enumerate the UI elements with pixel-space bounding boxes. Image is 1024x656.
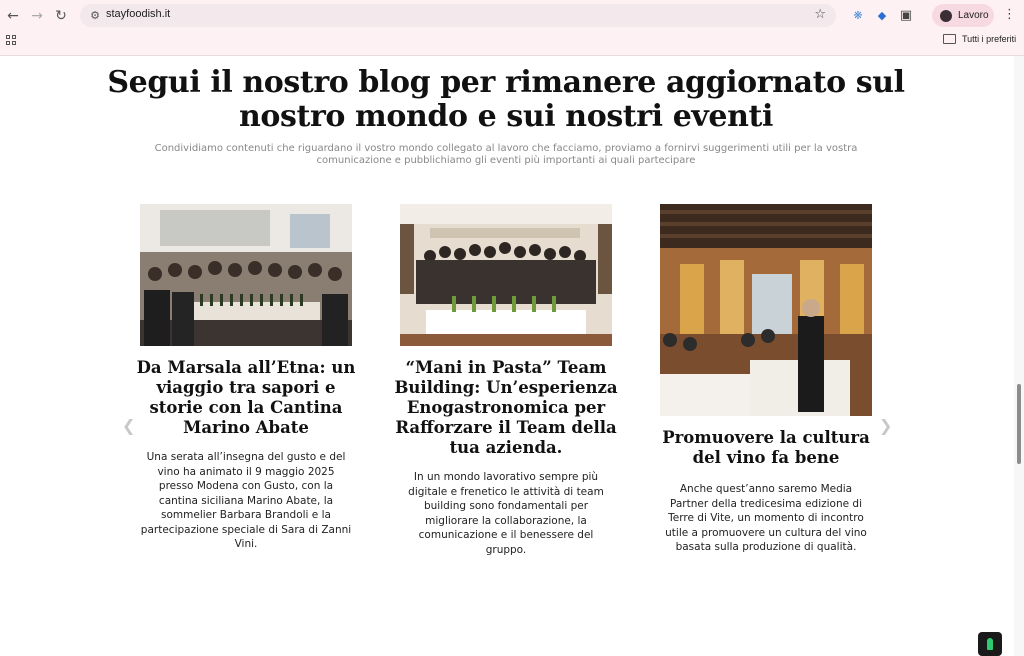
section-title: Segui il nostro blog per rimanere aggiornato sul nostro mondo e sui nostri eventi: [107, 65, 905, 134]
scrollbar-thumb[interactable]: [1017, 384, 1021, 464]
page-content: [0, 56, 1014, 656]
scrollbar[interactable]: [1014, 56, 1024, 656]
post-excerpt: Una serata all’insegna del gusto e del vino ha animato il 9 maggio 2025 presso Modena con Gusto, con la cantina siciliana Marino Abate, la sommelier Barbara Brandoli e la partecipazione speciale di Sara di Zanni Vini.: [140, 451, 352, 550]
site-settings-icon[interactable]: ⚙: [90, 8, 100, 22]
address-bar[interactable]: [80, 4, 836, 27]
apps-grid-icon[interactable]: [6, 35, 16, 45]
profile-label: Lavoro: [958, 10, 989, 21]
post-image-team-building[interactable]: [400, 204, 612, 346]
bookmarks-label: Tutti i preferiti: [962, 34, 1017, 44]
star-icon[interactable]: ☆: [814, 7, 826, 22]
extension-tag-icon[interactable]: ◆: [877, 8, 887, 22]
avatar: [940, 10, 952, 22]
chevron-left-icon[interactable]: ❮: [122, 416, 136, 435]
post-excerpt: In un mondo lavorativo sempre più digitale e frenetico le attività di team building sono fondamentali per migliorare la collaborazione, la comunicazione e il benessere del gruppo.: [408, 471, 604, 556]
all-bookmarks-button[interactable]: [943, 34, 1016, 44]
section-subtitle: Condividiamo contenuti che riguardano il vostro mondo collegato al lavoro che facciamo, proviamo a fornirvi suggerimenti utili per la vostra comunicazione e pubblichiamo gli eventi più importanti ai quali partecipare: [154, 143, 858, 166]
reload-icon[interactable]: ↻: [55, 8, 67, 24]
post-title[interactable]: Promuovere la cultura del vino fa bene: [662, 428, 870, 467]
puzzle-icon[interactable]: ▣: [899, 7, 913, 23]
arrow-right-icon[interactable]: →: [31, 8, 43, 24]
profile-button[interactable]: [932, 4, 994, 27]
chevron-right-icon[interactable]: ❯: [879, 416, 893, 435]
extension-react-icon[interactable]: ❋: [853, 8, 863, 22]
folder-icon: [943, 34, 956, 44]
post-title[interactable]: “Mani in Pasta” Team Building: Un’esperienza Enogastronomica per Rafforzare il Team della tua azienda.: [394, 358, 618, 457]
arrow-left-icon[interactable]: ←: [7, 8, 19, 24]
browser-toolbar: [0, 0, 1024, 56]
bottle-icon: [987, 638, 993, 650]
url-text[interactable]: stayfoodish.it: [106, 8, 171, 20]
post-title[interactable]: Da Marsala all’Etna: un viaggio tra sapori e storie con la Cantina Marino Abate: [136, 358, 356, 437]
floating-action-button[interactable]: [978, 632, 1002, 656]
kebab-menu-icon[interactable]: ⋮: [1003, 7, 1016, 22]
post-image-wine-tasting[interactable]: [140, 204, 352, 346]
post-image-wine-culture[interactable]: [660, 204, 872, 416]
post-excerpt: Anche quest’anno saremo Media Partner della tredicesima edizione di Terre di Vite, un momento di incontro utile a promuovere un cultura del vino basata sulla produzione di qualità.: [665, 483, 867, 553]
